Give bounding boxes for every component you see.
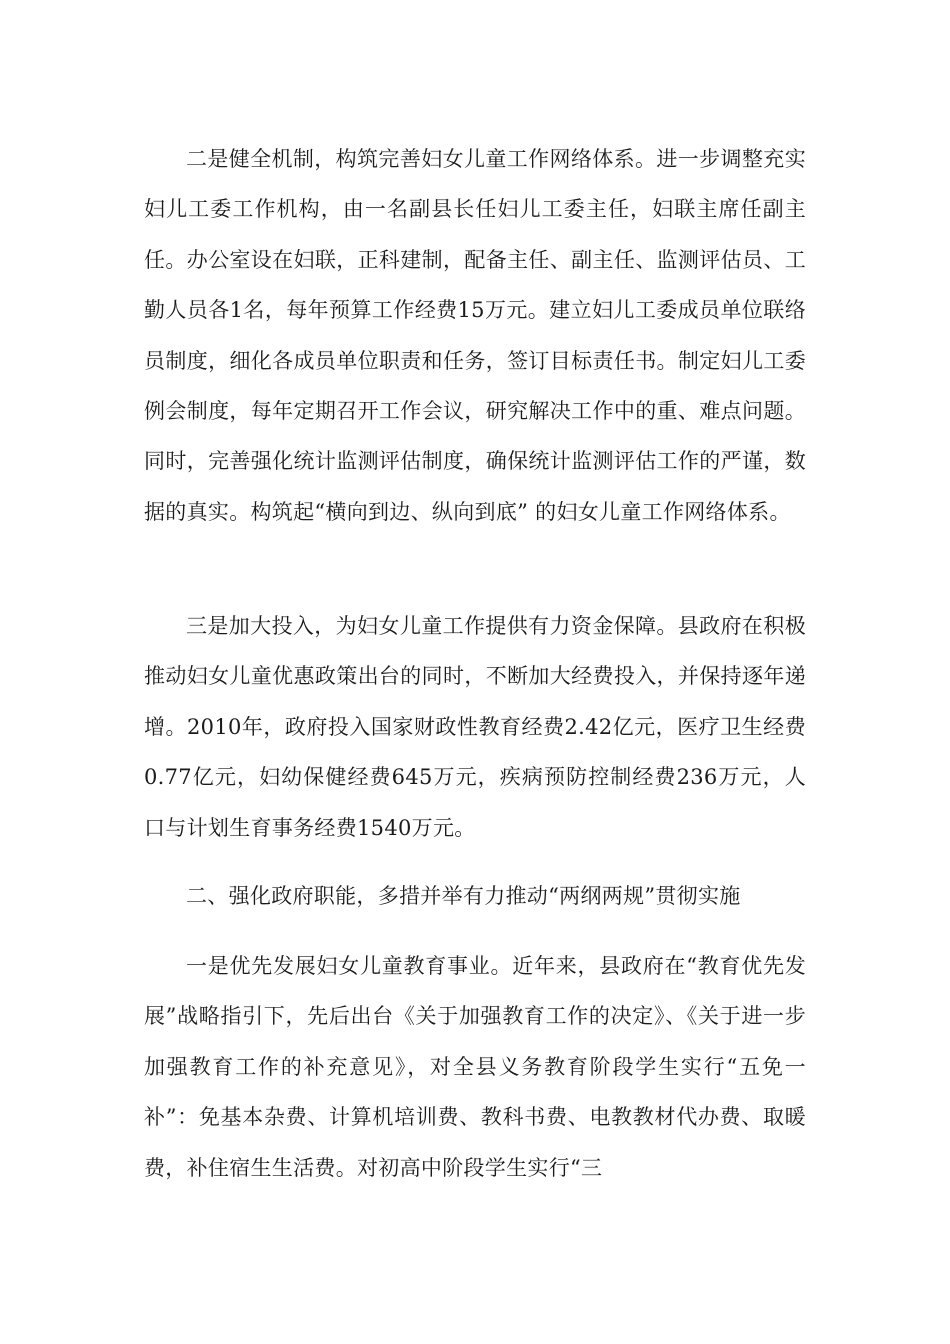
paragraph-education: 一是优先发展妇女儿童教育事业。近年来，县政府在“教育优先发展”战略指引下，先后出台《关于加强教育工作的决定》、《关于进一步加强教育工作的补充意见》，对全县义务教育阶段学生实行“五免一补”：免基本杂费、计算机培训费、教科书费、电教教材代办费、取暖费，补住宿生生活费。对初高中阶段学生实行“三 xyxy=(144,954,806,1180)
section-heading: 二、强化政府职能，多措并举有力推动“两纲两规”贯彻实施 xyxy=(186,884,741,908)
paragraph-investment: 三是加大投入，为妇女儿童工作提供有力资金保障。县政府在积极推动妇女儿童优惠政策出台的同时，不断加大经费投入，并保持逐年递增。2010年，政府投入国家财政性教育经费2.42亿元，医疗卫生经费0.77亿元，妇幼保健经费645万元，疾病预防控制经费236万元，人口与计划生育事务经费1540万元。 xyxy=(144,614,806,840)
paragraph-mechanism: 二是健全机制，构筑完善妇女儿童工作网络体系。进一步调整充实妇儿工委工作机构，由一名副县长任妇儿工委主任，妇联主席任副主任。办公室设在妇联，正科建制，配备主任、副主任、监测评估员、工勤人员各1名，每年预算工作经费15万元。建立妇儿工委成员单位联络员制度，细化各成员单位职责和任务，签订目标责任书。制定妇儿工委例会制度，每年定期召开工作会议，研究解决工作中的重、难点问题。同时，完善强化统计监测评估制度，确保统计监测评估工作的严谨，数据的真实。构筑起“横向到边、纵向到底” 的妇女儿童工作网络体系。 xyxy=(144,147,806,524)
